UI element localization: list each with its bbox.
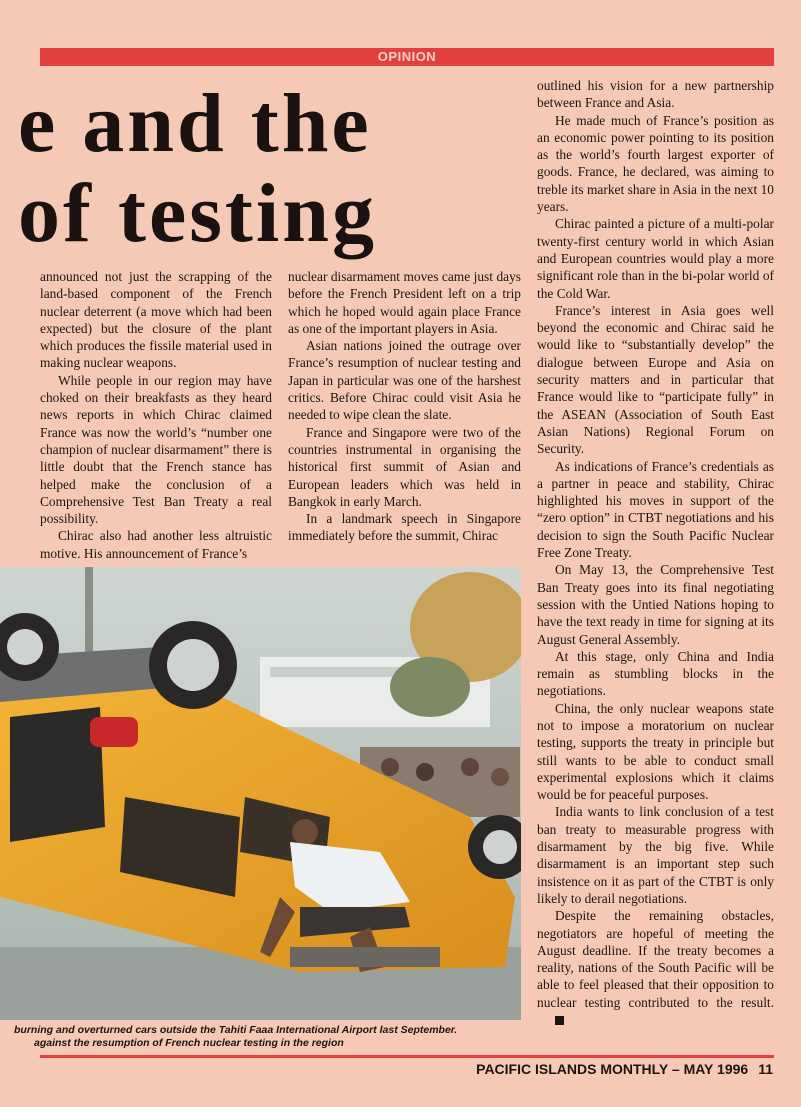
paragraph: As indications of France’s credentials as a partner in peace and stability, Chirac highlighted his moves in support of the “zero option” in CTBT negotiations and his decision to sign the South Pacific Nuclear Free Zone Treaty. xyxy=(537,458,774,561)
final-paragraph xyxy=(537,907,774,1028)
article-column-2 xyxy=(288,268,521,545)
headline-line-2: of testing xyxy=(18,167,377,260)
footer-rule xyxy=(40,1055,774,1058)
headline-line-1: e and the xyxy=(18,77,372,170)
paragraph: France’s interest in Asia goes well beyond the economic and Chirac said he would like to “substantially develop” the dialogue between Europe and Asia on security matters and in particular that France would like to “participate fully” in the ASEAN (Association of South East Asian Nations) Regional Forum on Security. xyxy=(537,302,774,457)
page-footer xyxy=(476,1061,773,1077)
paragraph: Chirac painted a picture of a multi-polar twenty-first century world in which Asian and European countries would play a more significant role than in the bi-polar world of the Cold War. xyxy=(537,216,774,301)
end-of-article-mark xyxy=(555,1016,564,1025)
paragraph: India wants to link conclusion of a test ban treaty to measurable progress with disarmament by the big five. While disarmament is an important step such insistence on it as part of the CTBT is only likely to derail negotiations. xyxy=(537,804,774,906)
article-column-3 xyxy=(537,77,774,1028)
paragraph: China, the only nuclear weapons state not to impose a moratorium on nuclear testing, supports the treaty in principle but still wants to be able to conduct small experimental explosions which it claims would be for peaceful purposes. xyxy=(537,700,774,803)
paragraph: He made much of France’s position as an economic power pointing to its position as the world’s fourth largest exporter of goods. France, he declared, was aiming to treble its market share in Asia in the next 10 years. xyxy=(537,112,774,215)
caption-line-2: against the resumption of French nuclear testing in the region xyxy=(34,1037,344,1049)
caption-line-1: burning and overturned cars outside the Tahiti Faaa International Airport last September. xyxy=(14,1024,458,1036)
paragraph: At this stage, only China and India remain as stumbling blocks in the negotiations. xyxy=(537,648,774,699)
paragraph: In a landmark speech in Singapore immediately before the summit, Chirac xyxy=(288,511,521,544)
paragraph: nuclear disarmament moves came just days before the French President left on a trip which he hoped would again place France as one of the important players in Asia. xyxy=(288,269,521,336)
publication-line: PACIFIC ISLANDS MONTHLY – MAY 1996 xyxy=(476,1061,749,1077)
paragraph: On May 13, the Comprehensive Test Ban Treaty goes into its final negotiating session with the Untied Nations hoping to have the text ready in time for signing at its August General Assembly. xyxy=(537,562,774,647)
paragraph-text: Despite the remaining obstacles, negotiators are hopeful of meeting the August deadline. If the treaty becomes a reality, nations of the South Pacific will be able to feel pleased that their opposition to nuclear testing contributed to the result. xyxy=(537,908,774,1010)
page-number: 11 xyxy=(758,1061,773,1077)
paragraph: While people in our region may have choked on their breakfasts as they heard news reports in which Chirac claimed France was now the world’s “number one champion of nuclear disarmament” there is little doubt that the French stance has helped make the conclusion of a Comprehensive Test Ban Treaty a real possibility. xyxy=(40,372,272,527)
paragraph: France and Singapore were two of the countries instrumental in organising the historical first summit of Asian and European leaders which was held in Bangkok in early March. xyxy=(288,424,521,509)
section-label: OPINION xyxy=(40,48,774,66)
paragraph: Asian nations joined the outrage over France’s resumption of nuclear testing and Japan in particular was one of the harshest critics. Before Chirac could visit Asia he needed to wipe clean the slate. xyxy=(288,338,521,423)
article-column-1 xyxy=(40,268,272,562)
photo-caption xyxy=(14,1024,524,1050)
paragraph: Chirac also had another less altruistic motive. His announcement of France’s xyxy=(40,528,272,561)
paragraph: announced not just the scrapping of the land-based component of the French nuclear deterrent (a move which had been expected) but the closure of the plant which produces the fissile material used in making nuclear weapons. xyxy=(40,269,272,371)
news-photo-overturned-car xyxy=(0,567,521,1020)
paragraph: outlined his vision for a new partnership between France and Asia. xyxy=(537,78,774,111)
